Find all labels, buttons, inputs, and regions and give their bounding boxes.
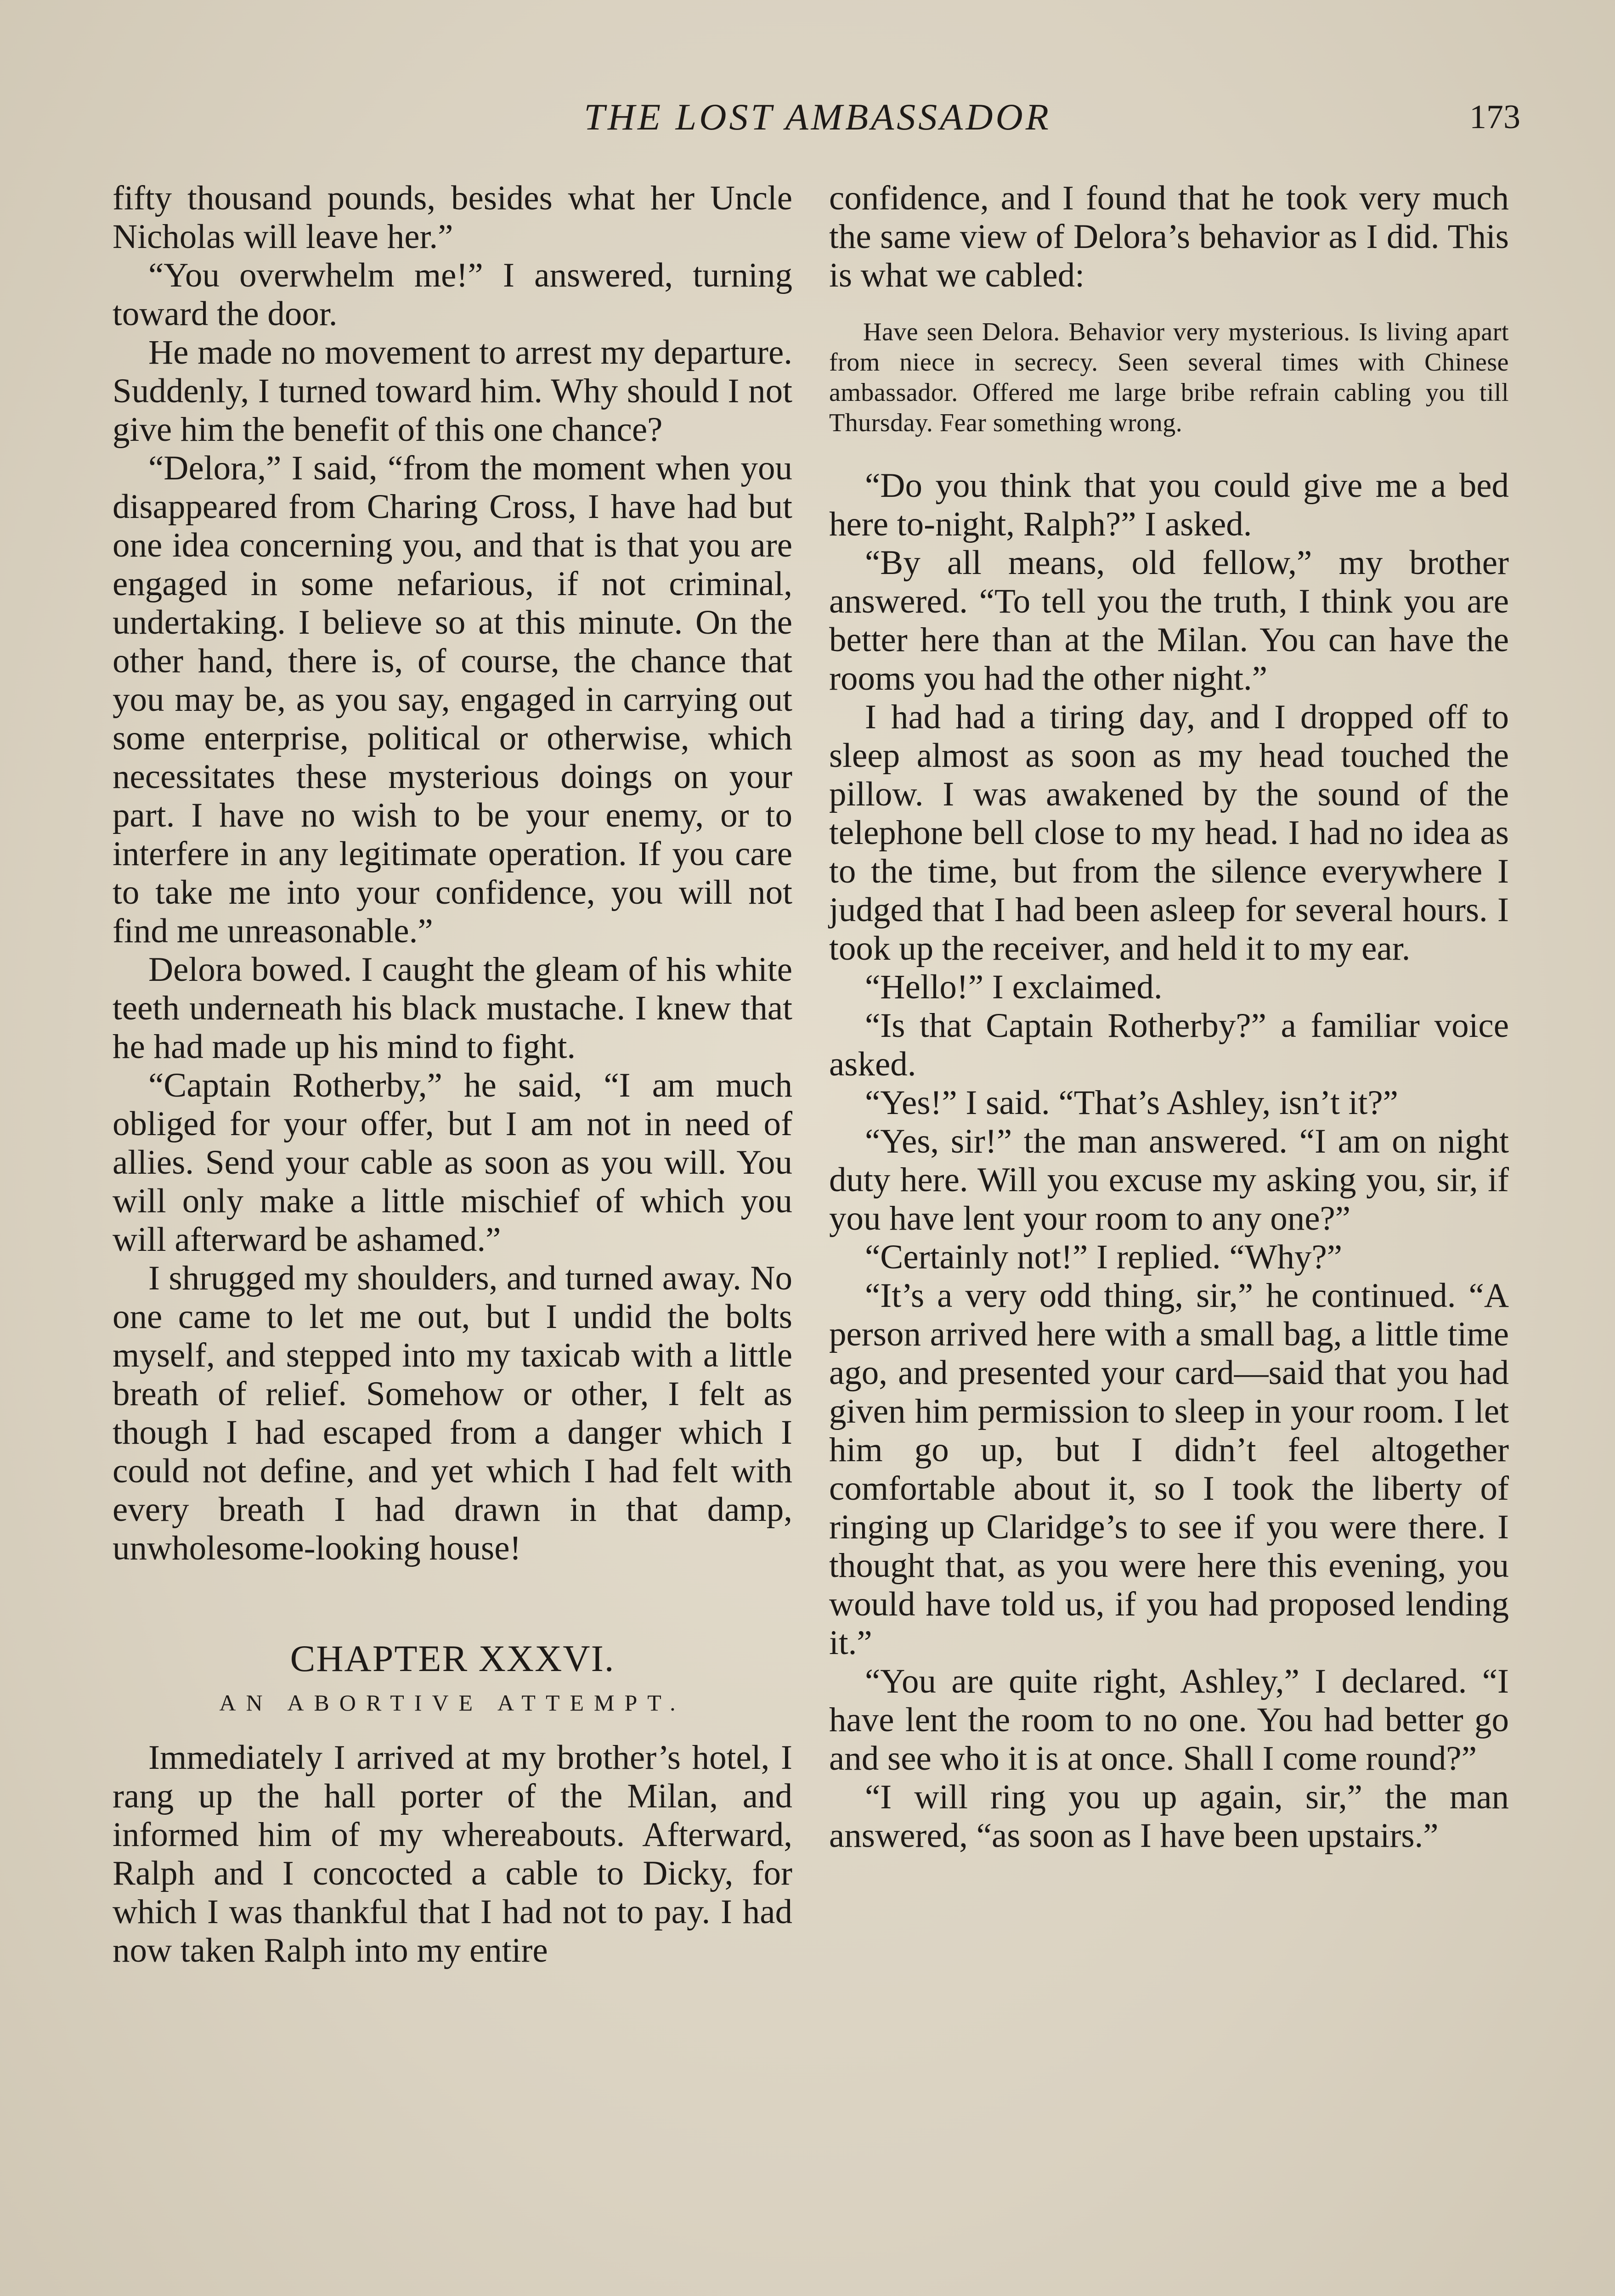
paragraph: “Do you think that you could give me a bed here to-night, Ralph?” I asked. bbox=[829, 467, 1509, 543]
chapter-subtitle: AN ABORTIVE ATTEMPT. bbox=[219, 1690, 686, 1716]
cable-message bbox=[829, 317, 1509, 438]
paragraph: “Certainly not!” I replied. “Why?” bbox=[865, 1238, 1343, 1276]
paragraph: “I will ring you up again, sir,” the man answered, “as soon as I have been upstairs.” bbox=[829, 1778, 1509, 1855]
paragraph: He made no movement to arrest my departure. Suddenly, I turned toward him. Why should I not give him the benefit of this one chance? bbox=[113, 333, 792, 449]
paragraph: “Hello!” I exclaimed. bbox=[865, 968, 1163, 1006]
paragraph: “Delora,” I said, “from the moment when you disappeared from Charing Cross, I have had but one idea concerning you, and that is that you are engaged in some nefarious, if not criminal, undertaking. I believe so at this minute. On the other hand, there is, of course, the chance that you may be, as you say, engaged in carrying out some enterprise, political or otherwise, which necessitates these mysterious doings on your part. I have no wish to be your enemy, or to interfere in any legitimate operation. If you care to take me into your confidence, you will not find me unreasonable.” bbox=[113, 449, 792, 950]
page-number: 173 bbox=[1469, 98, 1520, 136]
paragraph: fifty thousand pounds, besides what her Uncle Nicholas will leave her.” bbox=[113, 179, 792, 256]
paragraph: Immediately I arrived at my brother’s hotel, I rang up the hall porter of the Milan, and informed him of my whereabouts. Afterward, Ralph and I concocted a cable to Dicky, for which I was thankful that I had not to pay. I had now taken Ralph into my entire bbox=[113, 1739, 792, 1970]
left-column bbox=[113, 179, 792, 1970]
chapter-title: CHAPTER XXXVI. bbox=[290, 1638, 615, 1679]
paragraph: I shrugged my shoulders, and turned away. No one came to let me out, but I undid the bolts myself, and stepped into my taxicab with a little breath of relief. Somehow or other, I felt as though I had escaped from a danger which I could not define, and yet which I had felt with every breath I had drawn in that damp, unwholesome-looking house! bbox=[113, 1259, 792, 1567]
paragraph: “Is that Captain Rotherby?” a familiar voice asked. bbox=[829, 1007, 1509, 1083]
paragraph: “It’s a very odd thing, sir,” he continued. “A person arrived here with a small bag, a little time ago, and presented your card—said that you had given him permission to sleep in your room. I let him go up, but I didn’t feel altogether comfortable about it, so I took the liberty of ringing up Claridge’s to see if you were there. I thought that, as you were here this evening, you would have told us, if you had proposed lending it.” bbox=[829, 1277, 1509, 1662]
paragraph: “Yes, sir!” the man answered. “I am on night duty here. Will you excuse my asking you, sir, if you have lent your room to any one?” bbox=[829, 1122, 1509, 1238]
cable-text: Have seen Delora. Behavior very mysterious. Is living apart from niece in secrecy. Seen several times with Chinese ambassador. Offered me large bribe refrain cabling you till Thursday. Fear something wrong. bbox=[829, 318, 1509, 437]
paragraph: confidence, and I found that he took very much the same view of Delora’s behavior as I did. This is what we cabled: bbox=[829, 179, 1509, 294]
paragraph: “You overwhelm me!” I answered, turning toward the door. bbox=[113, 256, 792, 333]
page-header bbox=[115, 92, 1520, 142]
right-column bbox=[829, 179, 1509, 1855]
running-title: THE LOST AMBASSADOR bbox=[584, 96, 1051, 138]
paragraph: “Yes!” I said. “That’s Ashley, isn’t it?” bbox=[865, 1084, 1398, 1122]
paragraph: “Captain Rotherby,” he said, “I am much obliged for your offer, but I am not in need of allies. Send your cable as soon as you will. You will only make a little mischief of which you will afterward be ashamed.” bbox=[113, 1066, 792, 1259]
paragraph: Delora bowed. I caught the gleam of his white teeth underneath his black mustache. I knew that he had made up his mind to fight. bbox=[113, 951, 792, 1066]
paragraph: I had had a tiring day, and I dropped off to sleep almost as soon as my head touched the pillow. I was awakened by the sound of the telephone bell close to my head. I had no idea as to the time, but from the silence everywhere I judged that I had been asleep for several hours. I took up the receiver, and held it to my ear. bbox=[829, 698, 1509, 968]
paragraph: “You are quite right, Ashley,” I declared. “I have lent the room to no one. You had better go and see who it is at once. Shall I come round?” bbox=[829, 1662, 1509, 1778]
paragraph: “By all means, old fellow,” my brother answered. “To tell you the truth, I think you are better here than at the Milan. You can have the rooms you had the other night.” bbox=[829, 544, 1509, 698]
